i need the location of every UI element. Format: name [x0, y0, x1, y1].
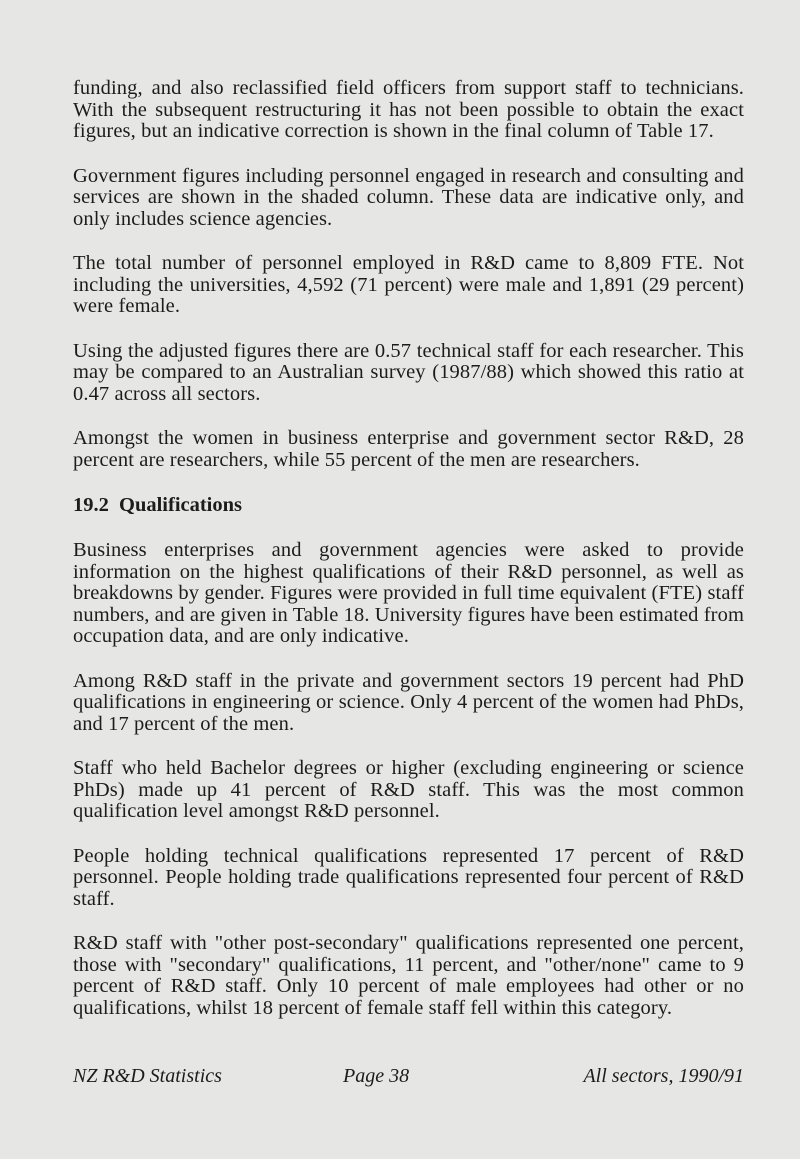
paragraph-technical-trade: People holding technical qualifications represented 17 percent of R&D personnel. People holding trade qualifications represented four percent of R&D staff.	[73, 844, 744, 910]
footer-publication-title: NZ R&D Statistics	[73, 1065, 222, 1087]
footer-page-number: Page 38	[343, 1065, 410, 1087]
paragraph-total-personnel: The total number of personnel employed in R&D came to 8,809 FTE. Not including the universities, 4,592 (71 percent) were male and 1,891 (29 percent) were female.	[73, 252, 744, 317]
paragraph-women-researchers: Amongst the women in business enterprise and government sector R&D, 28 percent are researchers, while 55 percent of the men are researchers.	[73, 427, 744, 471]
section-number: 19.2	[73, 494, 109, 516]
section-heading	[73, 494, 744, 516]
paragraph-technical-ratio: Using the adjusted figures there are 0.57 technical staff for each researcher. This may be compared to an Australian survey (1987/88) which showed this ratio at 0.47 across all sectors.	[73, 339, 744, 405]
paragraph-qualifications-intro: Business enterprises and government agencies were asked to provide information on the highest qualifications of their R&D personnel, as well as breakdowns by gender. Figures were provided in full time equivalent (FTE) staff numbers, and are given in Table 18. University figures have been estimated from occupation data, and are only indicative.	[73, 539, 744, 647]
paragraph-phd-qualifications: Among R&D staff in the private and government sectors 19 percent had PhD qualifications in engineering or science. Only 4 percent of the women had PhDs, and 17 percent of the men.	[73, 669, 744, 735]
paragraph-other-qualifications: R&D staff with "other post-secondary" qualifications represented one percent, those with "secondary" qualifications, 11 percent, and "other/none" came to 9 percent of R&D staff. Only 10 percent of male employees had other or no qualifications, whilst 18 percent of female staff fell within this category.	[73, 932, 744, 1019]
footer-sector-year: All sectors, 1990/91	[583, 1065, 744, 1087]
page-footer	[73, 1065, 744, 1089]
paragraph-government-figures: Government figures including personnel engaged in research and consulting and services are shown in the shaded column. These data are indicative only, and only includes science agencies.	[73, 164, 744, 230]
paragraph-bachelor-degrees: Staff who held Bachelor degrees or higher (excluding engineering or science PhDs) made up 41 percent of R&D staff. This was the most common qualification level amongst R&D personnel.	[73, 757, 744, 822]
section-title: Qualifications	[119, 494, 243, 516]
paragraph-funding-restructuring: funding, and also reclassified field officers from support staff to technicians. With the subsequent restructuring it has not been possible to obtain the exact figures, but an indicative correction is shown in the final column of Table 17.	[73, 77, 744, 142]
